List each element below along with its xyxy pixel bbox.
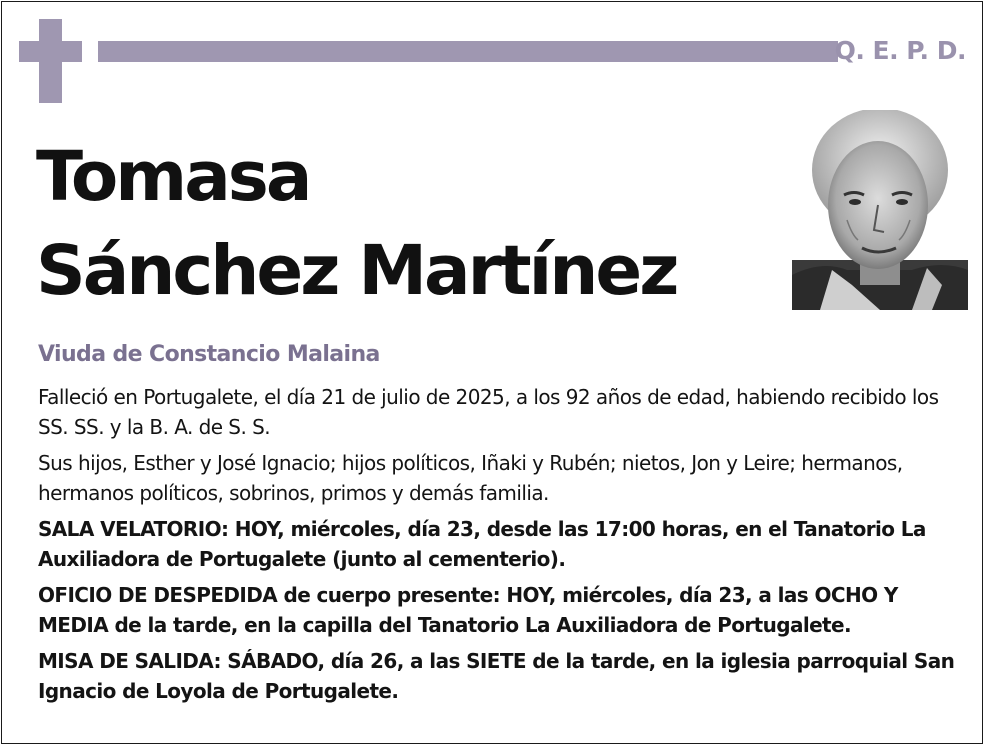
deceased-surnames: Sánchez Martínez (36, 231, 677, 311)
death-announcement: Falleció en Portugalete, el día 21 de julio de 2025, a los 92 años de edad, habiendo recibido los SS. SS. y la B. A. de S. S. (38, 385, 939, 439)
deceased-first-name: Tomasa (36, 137, 310, 217)
portrait-image (792, 110, 968, 310)
deceased-name (36, 130, 676, 318)
deceased-portrait (792, 110, 968, 310)
qepd-label: Q. E. P. D. (834, 36, 966, 65)
wake-info: SALA VELATORIO: HOY, miércoles, día 23, desde las 17:00 horas, en el Tanatorio La Auxiliadora de Portugalete (junto al cementerio). (38, 517, 926, 571)
family-list: Sus hijos, Esther y José Ignacio; hijos políticos, Iñaki y Rubén; nietos, Jon y Leire; hermanos, hermanos políticos, sobrinos, primos y demás familia. (38, 451, 903, 505)
farewell-service-info: OFICIO DE DESPEDIDA de cuerpo presente: HOY, miércoles, día 23, a las OCHO Y MEDIA de la tarde, en la capilla del Tanatorio La Auxiliadora de Portugalete. (38, 583, 898, 637)
cross-horizontal-bar (19, 41, 82, 62)
deceased-subtitle: Viuda de Constancio Malaina (38, 342, 380, 367)
obituary-notice (1, 1, 983, 744)
notice-body (38, 382, 973, 712)
header-rule (98, 41, 838, 62)
mass-info: MISA DE SALIDA: SÁBADO, día 26, a las SIETE de la tarde, en la iglesia parroquial San Ignacio de Loyola de Portugalete. (38, 649, 955, 703)
